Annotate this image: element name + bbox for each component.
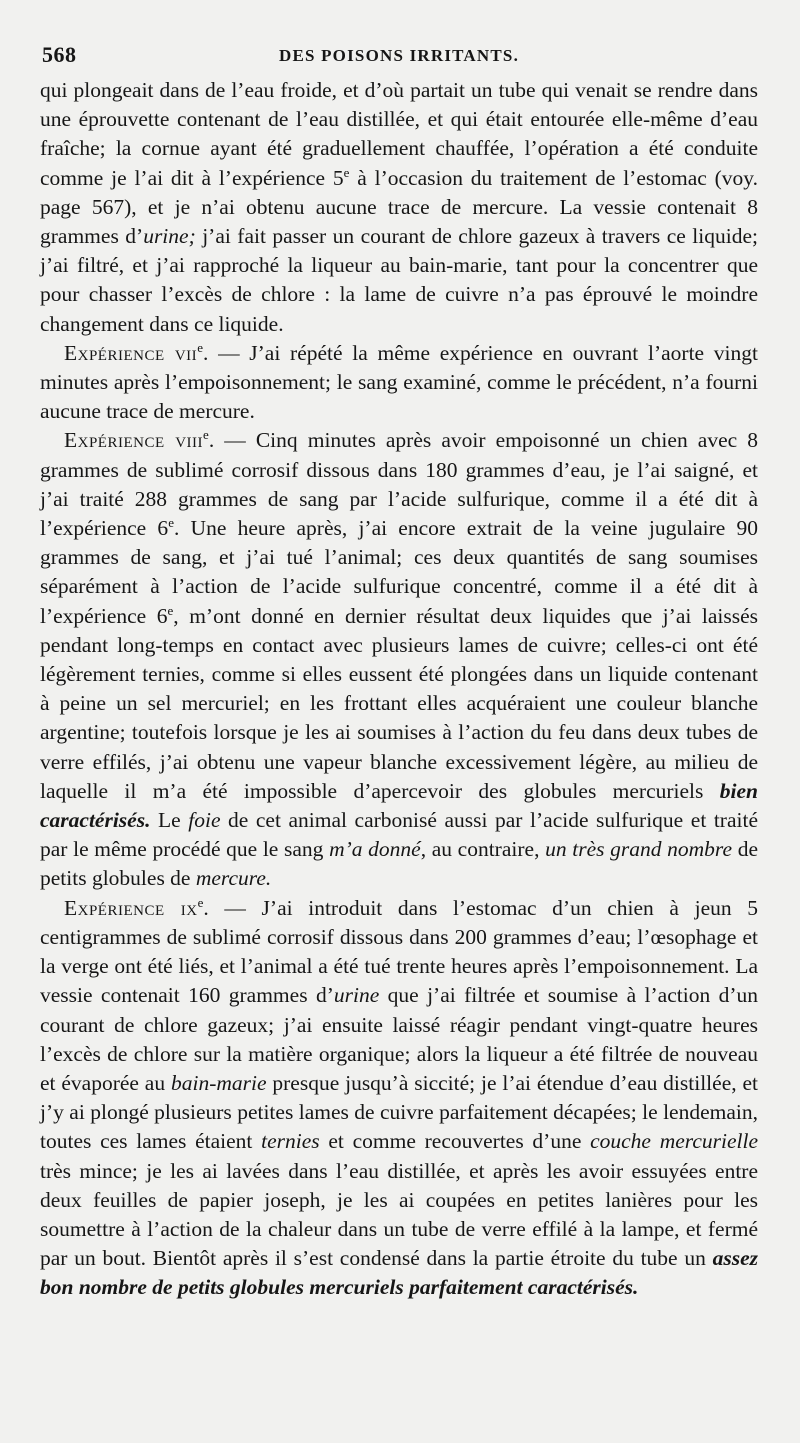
text-run: . — J’ai introduit dans l’estomac d’un chien à jeun 5 centigrammes de sublimé corrosif dissous dans 200 grammes d’eau; l’œsophage et la verge ont été liés, et l’animal a été tué trente heures après l’empoisonnement. La vessie contenait 160 grammes d’	[40, 895, 759, 1008]
text-run: . Une heure après, j’ai encore extrait de la veine jugulaire 90 grammes de sang, et j’ai tué l’animal; ces deux quantités de sang soumises séparément à l’action de l’acide sulfurique concentré, comme il a été dit à l’expérience 6	[40, 516, 759, 628]
text-run: . — Cinq minutes après avoir empoisonné un chien avec 8 grammes de sublimé corrosif dissous dans 180 grammes d’eau, je l’ai saigné, et j’ai traité 288 grammes de sang par l’acide sulfurique, comme il a été dit à l’expérience 6	[40, 428, 758, 541]
text-run: Le	[150, 808, 189, 833]
emphasized-text: urine;	[143, 224, 196, 249]
text-run: qui plongeait dans de l’eau froide, et d’où partait un tube qui venait se rendre dans une éprouvette contenant de l’eau distillée, et qui était entourée elle-même d’eau fraîche; la cornue ayant été graduellement chauffée, l’opération a été conduite comme je l’ai dit à l’expérience 5	[40, 78, 758, 190]
text-run: très mince; je les ai lavées dans l’eau distillée, et après les avoir essuyées entre deux feuilles de papier joseph, je les ai coupées en petites lanières pour les soumettre à l’action de la chaleur dans un tube de verre effilé à la lampe, et fermé par un bout. Bientôt après il s’est condensé dans la partie étroite du tube un	[40, 1158, 758, 1271]
superscript: e	[197, 894, 204, 910]
experience-heading: Expérience viii	[64, 428, 204, 453]
superscript: e	[167, 602, 174, 618]
superscript: e	[168, 514, 174, 530]
emphasized-text: bain-marie	[170, 1070, 267, 1095]
experience-heading: Expérience vii	[64, 340, 198, 365]
text-run: , m’ont donné en dernier résultat deux liquides que j’ai laissés pendant long-temps en contact avec plusieurs lames de cuivre; celles-ci ont été légèrement ternies, comme si elles eussent été plongées dans un liquide contenant à peine un sel mercuriel; en les frottant elles acquéraient une couleur blanche argentine; toutefois lorsque je les ai soumises à l’action du feu dans deux tubes de verre effilés, j’ai obtenu une vapeur blanche excessivement légère, au milieu de laquelle il m’a été impossible d’apercevoir des globules mercuriels	[40, 603, 758, 803]
emphasized-text: foie	[188, 808, 221, 833]
paragraph-experience-8	[40, 426, 758, 893]
emphasized-text: couche mercurielle	[590, 1129, 758, 1154]
text-run: de petits globules de	[40, 837, 759, 891]
text-run: et comme recouvertes d’une	[319, 1129, 591, 1154]
emphasized-text: ternies	[261, 1129, 320, 1154]
running-title: DES POISONS IRRITANTS.	[278, 46, 520, 65]
superscript: e	[197, 339, 203, 355]
text-run: . — J’ai répété la même expérience en ouvrant l’aorte vingt minutes après l’empoisonnement; le sang examiné, comme le précédent, n’a fourni aucune trace de mercure.	[40, 340, 758, 424]
paragraph-experience-9	[40, 894, 758, 1303]
text-run: j’ai fait passer un courant de chlore gazeux à travers ce liquide; j’ai filtré, et j’ai rapproché la liqueur au bain-marie, tant pour la concentrer que pour chasser l’excès de chlore : la lame de cuivre n’a pas éprouvé le moindre changement dans ce liquide.	[40, 224, 758, 336]
page-body	[40, 76, 758, 1303]
superscript: e	[343, 164, 350, 180]
emphasized-text: m’a donné	[329, 837, 421, 862]
page-header	[40, 36, 758, 76]
emphasized-text: urine	[333, 983, 380, 1008]
text-run: que j’ai filtrée et soumise à l’action d’un courant de chlore gazeux; j’ai ensuite laissé réagir pendant vingt-quatre heures l’excès de chlore sur la matière organique; alors la liqueur a été filtrée de nouveau et évaporée au	[40, 983, 759, 1095]
emphasized-text: assez bon nombre de petits globules mercuriels parfaitement caractérisés.	[40, 1246, 758, 1300]
emphasized-text: un très grand nombre	[545, 837, 733, 862]
text-run: , au contraire,	[420, 837, 546, 862]
experience-heading: Expérience ix	[64, 895, 198, 920]
superscript: e	[203, 427, 209, 443]
text-run: de cet animal carbonisé aussi par l’acide sulfurique et traité par le même procédé que le sang	[40, 808, 758, 862]
paragraph-experience-7	[40, 339, 758, 427]
text-run: à l’occasion du traitement de l’estomac (voy. page 567), et je n’ai obtenu aucune trace de mercure. La vessie contenait 8 grammes d’	[40, 165, 758, 249]
page-number: 568	[42, 42, 77, 67]
emphasized-text: mercure.	[195, 866, 272, 891]
emphasized-text: bien caractérisés.	[40, 778, 758, 833]
paragraph-continuation	[40, 76, 758, 339]
text-run: presque jusqu’à siccité; je l’ai étendue d’eau distillée, et j’y ai plongé plusieurs petites lames de cuivre parfaitement décapées; le lendemain, toutes ces lames étaient	[40, 1070, 758, 1154]
